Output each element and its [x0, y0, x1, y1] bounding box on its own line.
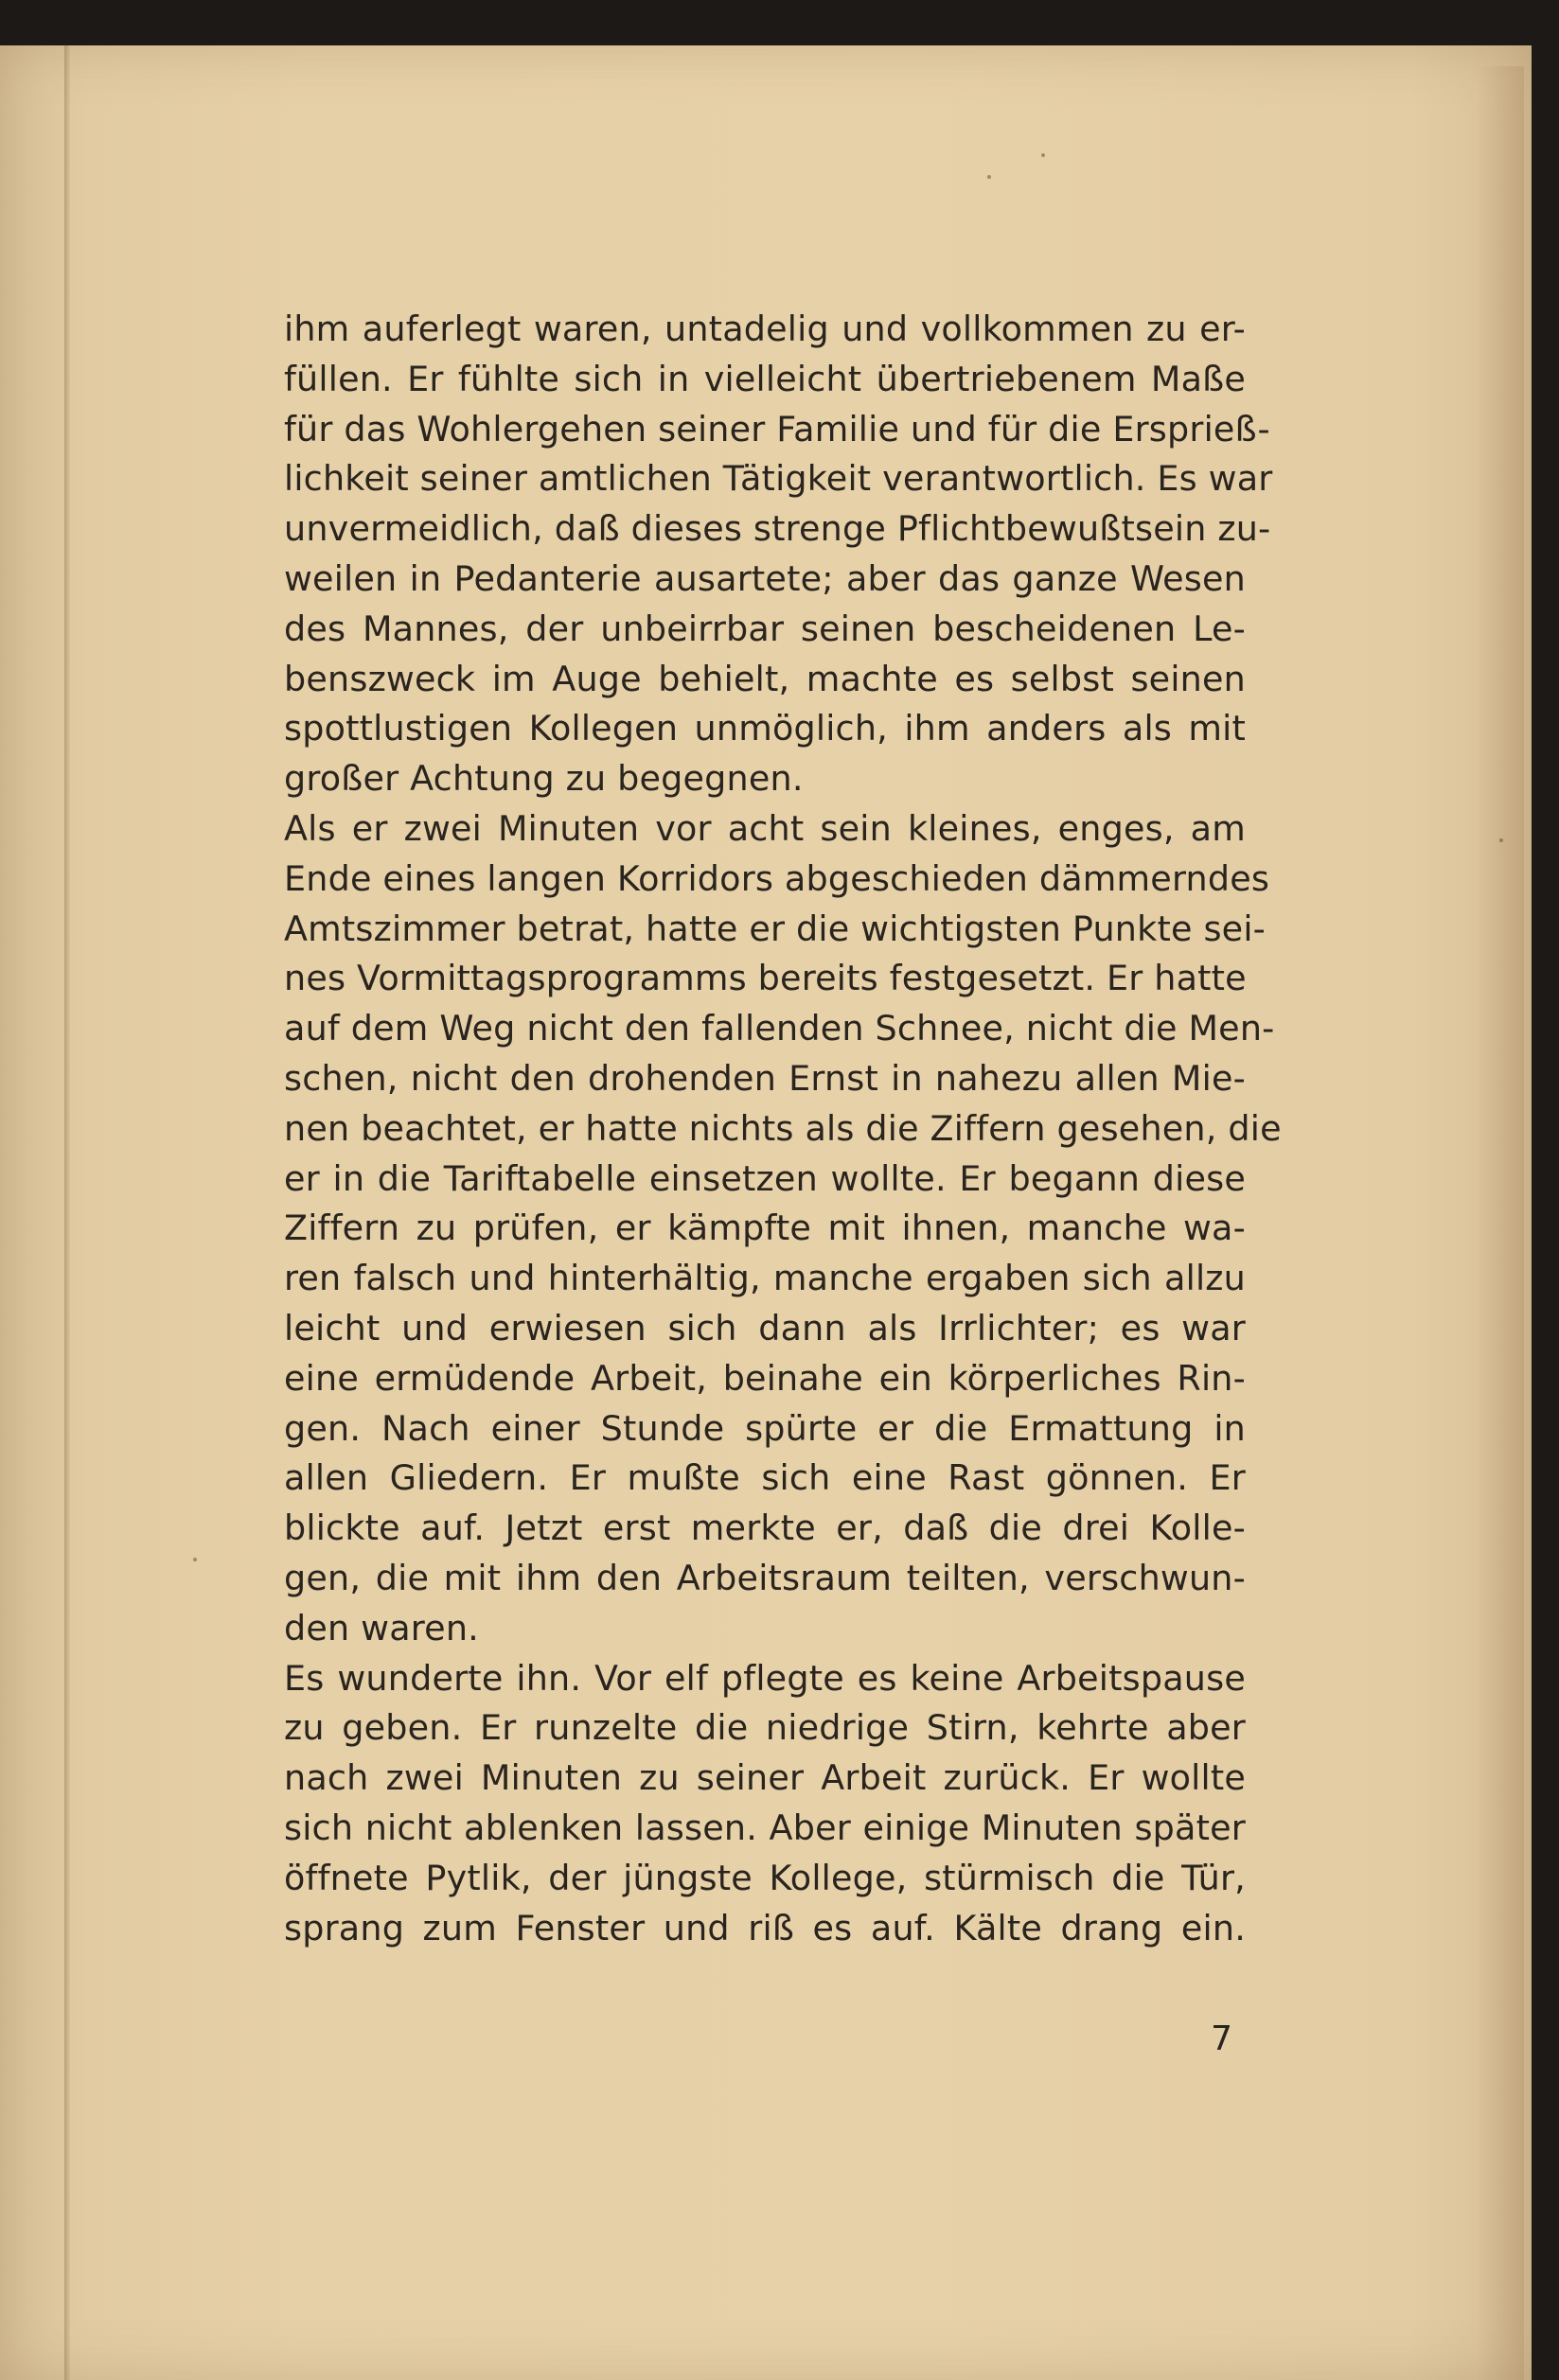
paper-speck — [193, 1558, 197, 1561]
text-line: Es wunderte ihn. Vor elf pflegte es keine Arbeitspause — [284, 1657, 1246, 1699]
text-line: ren falsch und hinterhältig, manche ergaben sich allzu — [284, 1258, 1246, 1299]
text-line: gen, die mit ihm den Arbeitsraum teilten, verschwun- — [284, 1557, 1246, 1598]
text-line: leicht und erwiesen sich dann als Irrlichter; es war — [284, 1307, 1246, 1349]
text-line: spottlustigen Kollegen unmöglich, ihm anders als mit — [284, 708, 1246, 749]
text-line: benszweck im Auge behielt, machte es selbst seinen — [284, 658, 1246, 699]
paper-speck — [1499, 838, 1503, 842]
text-line: auf dem Weg nicht den fallenden Schnee, nicht die Men- — [284, 1008, 1275, 1049]
page-edge-shadow — [1477, 66, 1524, 2380]
text-line: allen Gliedern. Er mußte sich eine Rast gönnen. Er — [284, 1457, 1246, 1499]
binding-gutter — [64, 45, 70, 2380]
text-line: Ziffern zu prüfen, er kämpfte mit ihnen, manche wa- — [284, 1208, 1246, 1249]
body-text — [284, 305, 1282, 1953]
text-line: lichkeit seiner amtlichen Tätigkeit verantwortlich. Es war — [284, 458, 1273, 500]
text-line: für das Wohlergehen seiner Familie und für die Ersprieß- — [284, 408, 1270, 450]
text-line: nes Vormittagsprogramms bereits festgesetzt. Er hatte — [284, 958, 1247, 999]
paper-speck — [1041, 153, 1045, 157]
page-number: 7 — [1211, 2019, 1232, 2058]
text-line: gen. Nach einer Stunde spürte er die Ermattung in — [284, 1407, 1246, 1449]
text-line: den waren. — [284, 1607, 479, 1648]
text-line: Amtszimmer betrat, hatte er die wichtigsten Punkte sei- — [284, 908, 1267, 949]
text-line: zu geben. Er runzelte die niedrige Stirn, kehrte aber — [284, 1707, 1246, 1749]
text-line: weilen in Pedanterie ausartete; aber das ganze Wesen — [284, 557, 1246, 599]
text-line: Ende eines langen Korridors abgeschieden dämmerndes — [284, 857, 1270, 899]
text-line: öffnete Pytlik, der jüngste Kollege, stürmisch die Tür, — [284, 1857, 1246, 1898]
text-line: unvermeidlich, daß dieses strenge Pflichtbewußtsein zu- — [284, 508, 1271, 550]
text-line: ihm auferlegt waren, untadelig und vollkommen zu er- — [284, 309, 1246, 349]
text-line: Als er zwei Minuten vor acht sein kleines, enges, am — [284, 807, 1246, 849]
text-line: des Mannes, der unbeirrbar seinen bescheidenen Le- — [284, 608, 1246, 649]
text-line: sich nicht ablenken lassen. Aber einige Minuten später — [284, 1807, 1246, 1848]
text-line: nen beachtet, er hatte nichts als die Ziffern gesehen, die — [284, 1107, 1282, 1149]
text-line: schen, nicht den drohenden Ernst in nahezu allen Mie- — [284, 1057, 1246, 1099]
text-line: blickte auf. Jetzt erst merkte er, daß die drei Kolle- — [284, 1507, 1246, 1549]
text-line: großer Achtung zu begegnen. — [284, 758, 804, 800]
text-line: füllen. Er fühlte sich in vielleicht übertriebenem Maße — [284, 358, 1246, 399]
paper-speck — [987, 175, 991, 179]
text-line: eine ermüdende Arbeit, beinahe ein körperliches Rin- — [284, 1357, 1246, 1399]
text-line: er in die Tariftabelle einsetzen wollte. Er begann diese — [284, 1157, 1246, 1199]
text-line: nach zwei Minuten zu seiner Arbeit zurück. Er wollte — [284, 1757, 1246, 1799]
text-line: sprang zum Fenster und riß es auf. Kälte drang ein. — [284, 1907, 1246, 1948]
